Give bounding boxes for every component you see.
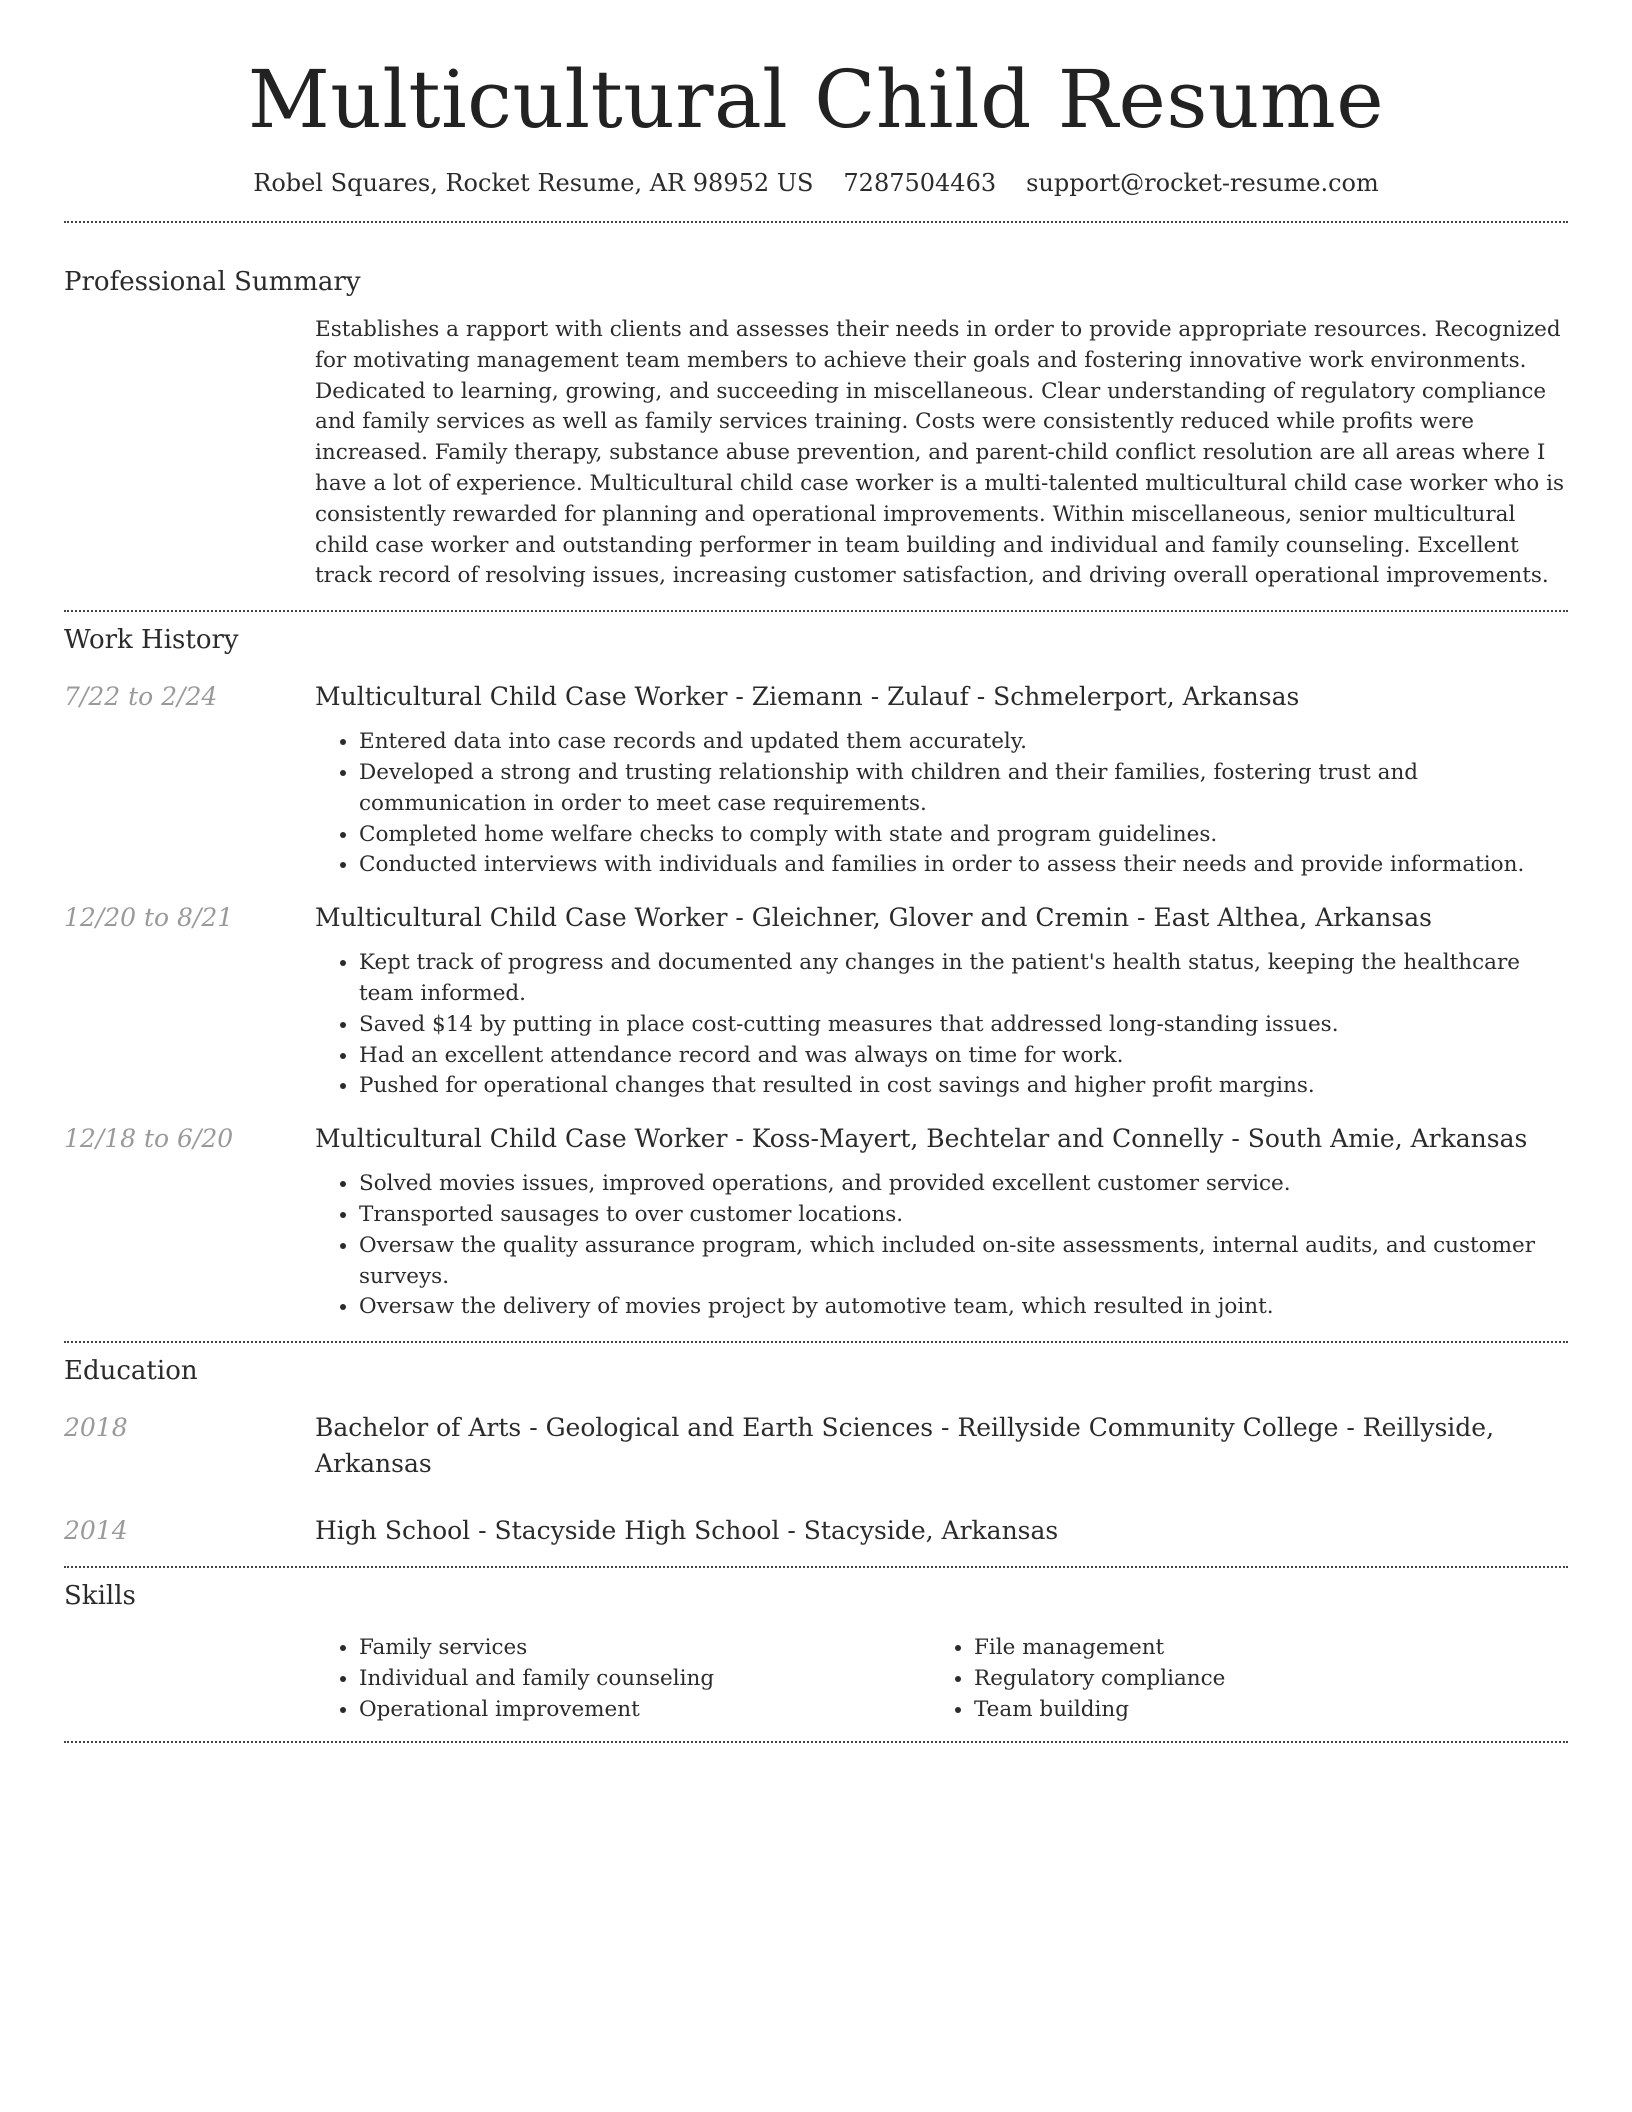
resume-page bbox=[64, 0, 1568, 1743]
education-heading: High School - Stacyside High School - Stacyside, Arkansas bbox=[315, 1516, 1059, 1546]
summary-text: Establishes a rapport with clients and assesses their needs in order to provide appropriate resources. Recognized for motivating management team members to achieve their goals and fostering innovative work environments. Dedicated to learning, growing, and succeeding in miscellaneous. Clear understanding of regulatory compliance and family services as well as family services training. Costs were consistently reduced while profits were increased. Family therapy, substance abuse prevention, and parent-child conflict resolution are all areas where I have a lot of experience. Multicultural child case worker is a multi-talented multicultural child case worker who is consistently rewarded for planning and operational improvements. Within miscellaneous, senior multicultural child case worker and outstanding performer in team building and individual and family counseling. Excellent track record of resolving issues, increasing customer satisfaction, and driving overall operational improvements. bbox=[315, 317, 1564, 589]
skill-item: • Operational improvement bbox=[359, 1695, 930, 1726]
divider bbox=[64, 1341, 1568, 1343]
divider bbox=[64, 610, 1568, 612]
work-history-section bbox=[64, 623, 1568, 1323]
list-item: • Solved movies issues, improved operations, and provided excellent customer service. bbox=[359, 1169, 1568, 1200]
education-year: 2014 bbox=[64, 1516, 128, 1546]
list-item: • Pushed for operational changes that resulted in cost savings and higher profit margins. bbox=[359, 1071, 1568, 1102]
list-item: • Entered data into case records and updated them accurately. bbox=[359, 727, 1568, 758]
divider bbox=[64, 1566, 1568, 1568]
job-entry bbox=[64, 1121, 1568, 1323]
job-bullets bbox=[315, 727, 1568, 881]
job-entry bbox=[64, 900, 1568, 1102]
list-item: • Had an excellent attendance record and was always on time for work. bbox=[359, 1041, 1568, 1072]
skills-column-right bbox=[930, 1633, 1545, 1725]
education-year: 2018 bbox=[64, 1413, 128, 1443]
skills-grid bbox=[315, 1633, 1568, 1725]
section-title-skills: Skills bbox=[64, 1581, 136, 1612]
job-dates: 12/18 to 6/20 bbox=[64, 1124, 234, 1154]
job-bullets bbox=[315, 1169, 1568, 1323]
job-entry bbox=[64, 679, 1568, 881]
skill-item: • Individual and family counseling bbox=[359, 1664, 930, 1695]
list-item: • Completed home welfare checks to comply with state and program guidelines. bbox=[359, 820, 1568, 851]
professional-summary-section bbox=[64, 265, 1568, 592]
education-entry bbox=[64, 1513, 1568, 1549]
divider bbox=[64, 1741, 1568, 1743]
contact-email: support@rocket-resume.com bbox=[1026, 169, 1379, 197]
list-item: • Oversaw the quality assurance program, which included on-site assessments, internal audits, and customer surveys. bbox=[359, 1231, 1568, 1293]
resume-name: Multicultural Child Resume bbox=[247, 53, 1385, 146]
skill-item: • Family services bbox=[359, 1633, 930, 1664]
contact-line bbox=[64, 166, 1568, 200]
list-item: • Saved $14 by putting in place cost-cutting measures that addressed long-standing issues. bbox=[359, 1010, 1568, 1041]
education-section bbox=[64, 1354, 1568, 1549]
job-heading: Multicultural Child Case Worker - Ziemann - Zulauf - Schmelerport, Arkansas bbox=[315, 682, 1300, 712]
skill-item: • File management bbox=[974, 1633, 1545, 1664]
education-heading: Bachelor of Arts - Geological and Earth Sciences - Reillyside Community College - Reillyside, Arkansas bbox=[315, 1413, 1495, 1479]
list-item: • Oversaw the delivery of movies project by automotive team, which resulted in joint. bbox=[359, 1292, 1568, 1323]
job-heading: Multicultural Child Case Worker - Gleichner, Glover and Cremin - East Althea, Arkansas bbox=[315, 903, 1432, 933]
skills-section bbox=[64, 1579, 1568, 1725]
list-item: • Kept track of progress and documented any changes in the patient's health status, keeping the healthcare team informed. bbox=[359, 948, 1568, 1010]
section-title-work-history: Work History bbox=[64, 625, 239, 656]
skills-list bbox=[930, 1633, 1545, 1725]
list-item: • Developed a strong and trusting relationship with children and their families, fostering trust and communication in order to meet case requirements. bbox=[359, 758, 1568, 820]
skill-item: • Team building bbox=[974, 1695, 1545, 1726]
list-item: • Conducted interviews with individuals and families in order to assess their needs and provide information. bbox=[359, 850, 1568, 881]
skills-list bbox=[315, 1633, 930, 1725]
divider bbox=[64, 221, 1568, 223]
section-title-summary: Professional Summary bbox=[64, 267, 361, 297]
section-title-education: Education bbox=[64, 1356, 198, 1387]
education-entry bbox=[64, 1410, 1568, 1482]
contact-address: Robel Squares, Rocket Resume, AR 98952 US bbox=[253, 169, 814, 197]
skill-item: • Regulatory compliance bbox=[974, 1664, 1545, 1695]
job-dates: 12/20 to 8/21 bbox=[64, 903, 234, 933]
job-bullets bbox=[315, 948, 1568, 1102]
list-item: • Transported sausages to over customer locations. bbox=[359, 1200, 1568, 1231]
job-dates: 7/22 to 2/24 bbox=[64, 682, 218, 712]
skills-column-left bbox=[315, 1633, 930, 1725]
job-heading: Multicultural Child Case Worker - Koss-Mayert, Bechtelar and Connelly - South Amie, Arkansas bbox=[315, 1124, 1528, 1154]
contact-phone: 7287504463 bbox=[843, 169, 997, 197]
